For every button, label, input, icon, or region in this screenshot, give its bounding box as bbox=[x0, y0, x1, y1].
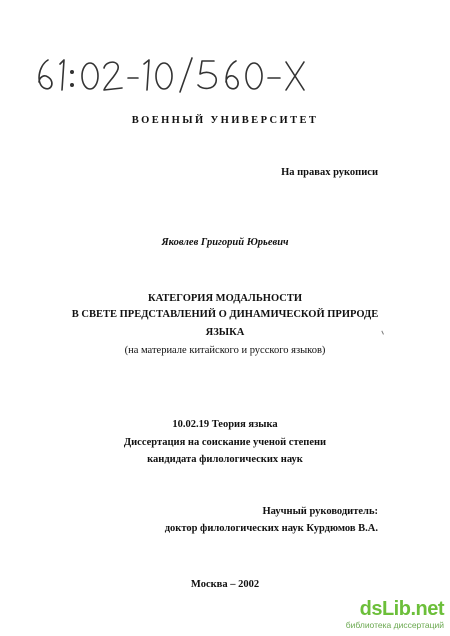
dissertation-note: Диссертация на соискание ученой степени bbox=[123, 437, 327, 448]
supervisor-label: Научный руководитель: bbox=[262, 506, 378, 517]
supervisor-name: доктор филологических наук Курдюмов В.А. bbox=[164, 523, 378, 534]
svg-text:61: 02-10/560-X: 61: 02-10/560-X bbox=[30, 52, 37, 53]
title-line-2: В СВЕТЕ ПРЕДСТАВЛЕНИЙ О ДИНАМИЧЕСКОЙ ПРИРОДЕ bbox=[71, 309, 379, 320]
handwritten-number-drawing bbox=[30, 52, 310, 98]
watermark-caption: библиотека диссертаций bbox=[345, 620, 444, 630]
university-name: ВОЕННЫЙ УНИВЕРСИТЕТ bbox=[131, 115, 319, 126]
author-name: Яковлев Григорий Юрьевич bbox=[161, 237, 289, 248]
specialty-code: 10.02.19 Теория языка bbox=[172, 419, 278, 430]
rights-note: На правах рукописи bbox=[281, 167, 378, 178]
title-subtitle: (на материале китайского и русского языков) bbox=[124, 345, 326, 356]
title-line-1: КАТЕГОРИЯ МОДАЛЬНОСТИ bbox=[148, 293, 302, 304]
handwritten-catalog-number bbox=[30, 52, 310, 98]
watermark-logo: dsLib.net bbox=[359, 598, 444, 620]
title-line-3: ЯЗЫКА bbox=[205, 327, 245, 338]
city-year: Москва – 2002 bbox=[190, 579, 260, 590]
degree-name: кандидата филологических наук bbox=[147, 454, 303, 465]
watermark bbox=[324, 598, 444, 632]
